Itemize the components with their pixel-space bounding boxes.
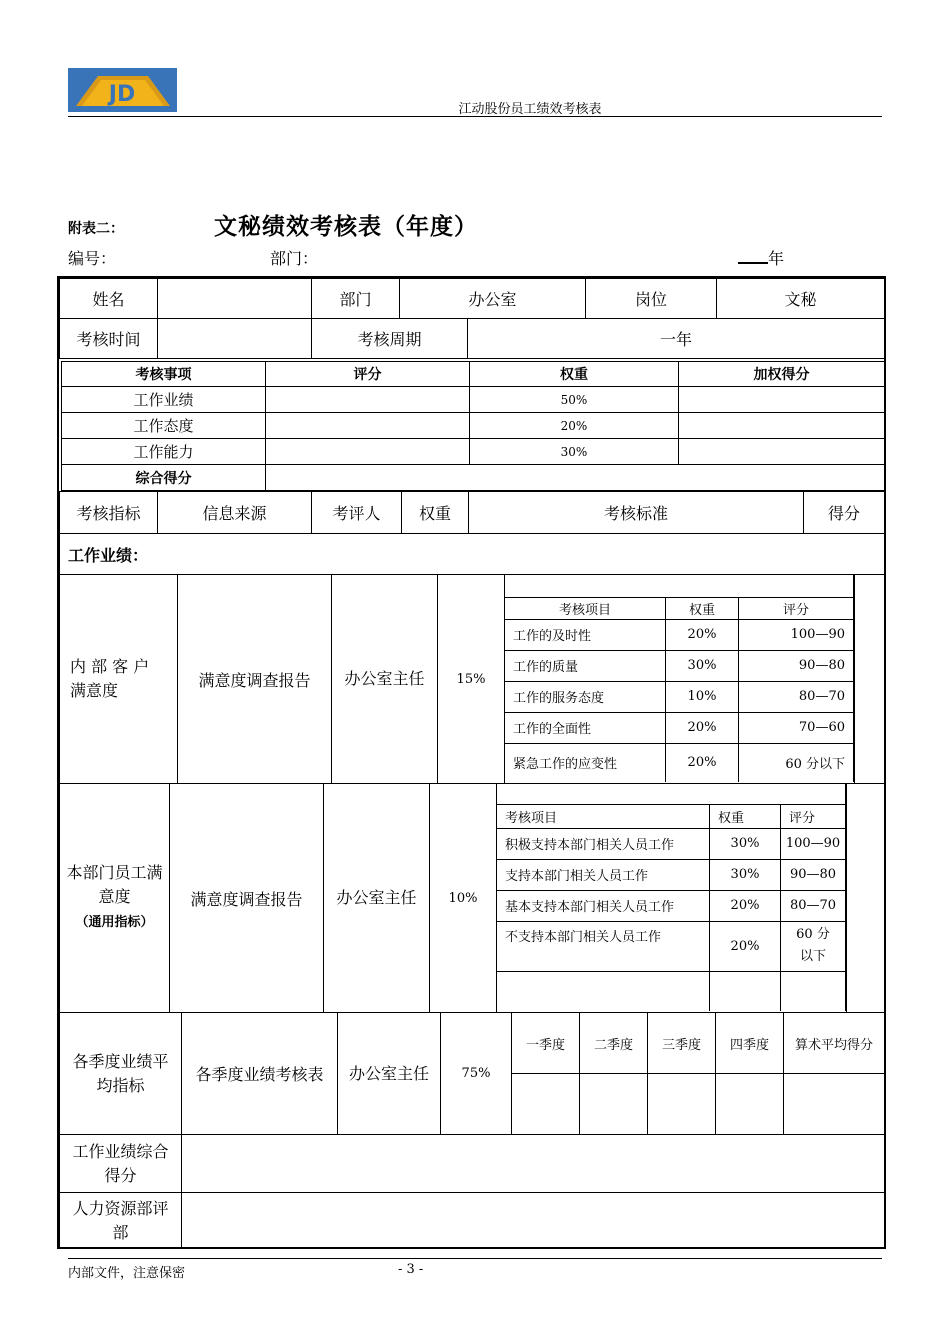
source-dept: 满意度调查报告 <box>170 784 324 1013</box>
detail-row-dept <box>59 783 885 1013</box>
std-weight: 30% <box>710 859 781 890</box>
std-header-item: 考核项目 <box>497 804 710 828</box>
standard-dept <box>497 784 847 1013</box>
indicator-dept-note: （通用指标） <box>75 915 154 930</box>
summary-table <box>61 361 885 491</box>
std-score: 100—90 <box>739 619 854 650</box>
summary-weighted-input[interactable] <box>679 387 885 413</box>
std-header-weight: 权重 <box>710 804 781 828</box>
quarter-2-input[interactable] <box>580 1074 648 1135</box>
summary-weighted-input[interactable] <box>679 439 885 465</box>
hr-comment-input[interactable] <box>182 1193 885 1249</box>
quarter-1-input[interactable] <box>512 1074 580 1135</box>
std-weight: 20% <box>710 921 781 971</box>
summary-header-item: 考核事项 <box>62 362 266 387</box>
detail-row-internal <box>59 574 885 784</box>
std-header-weight: 权重 <box>666 597 739 619</box>
summary-header-weight: 权重 <box>470 362 679 387</box>
standard-internal <box>505 575 855 784</box>
std-weight: 20% <box>666 712 739 743</box>
std-score: 70—60 <box>739 712 854 743</box>
number-label: 编号： <box>68 249 117 268</box>
summary-weight: 20% <box>470 413 679 439</box>
rater-quarterly: 办公室主任 <box>338 1013 441 1135</box>
weight-dept: 10% <box>430 784 497 1013</box>
std-item: 支持本部门相关人员工作 <box>497 859 710 890</box>
hr-comment-label: 人力资源部评部 <box>60 1193 182 1249</box>
time-label: 考核时间 <box>60 319 158 359</box>
quarter-3-input[interactable] <box>648 1074 716 1135</box>
std-score: 100—90 <box>781 828 846 859</box>
indicator-dept-label: 本部门员工满意度 <box>66 863 163 906</box>
time-table <box>59 318 885 359</box>
source-quarterly: 各季度业绩考核表 <box>182 1013 338 1135</box>
name-input[interactable] <box>158 279 312 319</box>
header-title: 江动股份员工绩效考核表 <box>458 102 602 117</box>
average-score-label: 算术平均得分 <box>784 1013 885 1074</box>
std-header-item: 考核项目 <box>505 597 666 619</box>
std-score: 60 分以下 <box>739 743 854 782</box>
std-score: 90—80 <box>781 859 846 890</box>
post-label: 岗位 <box>586 279 717 319</box>
std-header-score: 评分 <box>781 804 846 828</box>
std-weight: 20% <box>666 743 739 782</box>
std-weight: 20% <box>710 890 781 921</box>
year-field[interactable] <box>738 246 784 269</box>
rater-internal: 办公室主任 <box>332 575 438 784</box>
std-item: 紧急工作的应变性 <box>505 743 666 782</box>
quarter-4-label: 四季度 <box>716 1013 784 1074</box>
weight-quarterly: 75% <box>441 1013 512 1135</box>
std-header-score: 评分 <box>739 597 854 619</box>
summary-weighted-input[interactable] <box>679 413 885 439</box>
detail-header-source: 信息来源 <box>158 492 312 534</box>
department-label: 部门： <box>270 249 319 268</box>
detail-header-standard: 考核标准 <box>469 492 804 534</box>
standard-table-internal <box>505 575 854 782</box>
summary-total-label: 综合得分 <box>62 465 266 491</box>
std-item: 积极支持本部门相关人员工作 <box>497 828 710 859</box>
page-number: - 3 - <box>398 1262 424 1277</box>
standard-table-dept <box>497 784 846 1011</box>
detail-header-indicator: 考核指标 <box>60 492 158 534</box>
footer-rule <box>68 1258 882 1259</box>
quarter-1-label: 一季度 <box>512 1013 580 1074</box>
std-item: 工作的质量 <box>505 650 666 681</box>
dept-label: 部门 <box>312 279 400 319</box>
detail-row-quarterly <box>59 1012 885 1135</box>
std-score: 90—80 <box>739 650 854 681</box>
indicator-quarterly: 各季度业绩平均指标 <box>60 1013 182 1135</box>
weight-internal: 15% <box>438 575 505 784</box>
std-item: 工作的全面性 <box>505 712 666 743</box>
bottom-table <box>59 1134 885 1249</box>
section-label: 工作业绩： <box>60 534 885 575</box>
post-value: 文秘 <box>717 279 885 319</box>
summary-weight: 30% <box>470 439 679 465</box>
std-item: 工作的及时性 <box>505 619 666 650</box>
summary-header-score: 评分 <box>266 362 470 387</box>
perf-total-label: 工作业绩综合得分 <box>60 1135 182 1193</box>
header-rule <box>68 116 882 117</box>
std-item: 不支持本部门相关人员工作 <box>497 921 710 971</box>
detail-header-score: 得分 <box>804 492 885 534</box>
detail-header-rater: 考评人 <box>312 492 402 534</box>
std-score: 80—70 <box>739 681 854 712</box>
std-weight: 30% <box>710 828 781 859</box>
cycle-value: 一年 <box>468 319 885 359</box>
score-input-dept[interactable] <box>847 784 885 1013</box>
std-item: 工作的服务态度 <box>505 681 666 712</box>
annex-label: 附表二： <box>68 221 124 237</box>
std-item: 基本支持本部门相关人员工作 <box>497 890 710 921</box>
quarter-2-label: 二季度 <box>580 1013 648 1074</box>
summary-item: 工作态度 <box>62 413 266 439</box>
std-score: 60 分以下 <box>781 921 846 971</box>
indicator-internal: 内 部 客 户 满意度 <box>60 575 178 784</box>
info-table <box>59 278 885 319</box>
summary-header-weighted: 加权得分 <box>679 362 885 387</box>
quarter-4-input[interactable] <box>716 1074 784 1135</box>
average-score-input[interactable] <box>784 1074 885 1135</box>
std-weight: 10% <box>666 681 739 712</box>
company-logo <box>68 68 177 112</box>
cycle-label: 考核周期 <box>312 319 468 359</box>
footer-confidential: 内部文件，注意保密 <box>68 1266 186 1281</box>
year-suffix: 年 <box>768 249 785 268</box>
page-title: 文秘绩效考核表（年度） <box>214 213 478 240</box>
year-blank[interactable] <box>738 248 768 264</box>
rater-dept: 办公室主任 <box>324 784 430 1013</box>
summary-item: 工作业绩 <box>62 387 266 413</box>
summary-item: 工作能力 <box>62 439 266 465</box>
std-score: 80—70 <box>781 890 846 921</box>
logo-text: JD <box>108 82 136 107</box>
summary-weight: 50% <box>470 387 679 413</box>
name-label: 姓名 <box>60 279 158 319</box>
detail-header-table <box>59 491 885 575</box>
score-input-internal[interactable] <box>855 575 885 784</box>
detail-header-weight: 权重 <box>402 492 469 534</box>
summary-score-input[interactable] <box>266 439 470 465</box>
source-internal: 满意度调查报告 <box>178 575 332 784</box>
summary-total-input[interactable] <box>266 465 885 491</box>
summary-score-input[interactable] <box>266 387 470 413</box>
time-input[interactable] <box>158 319 312 359</box>
quarter-3-label: 三季度 <box>648 1013 716 1074</box>
indicator-dept <box>60 784 170 1013</box>
std-weight: 30% <box>666 650 739 681</box>
summary-score-input[interactable] <box>266 413 470 439</box>
perf-total-input[interactable] <box>182 1135 885 1193</box>
std-weight: 20% <box>666 619 739 650</box>
dept-value: 办公室 <box>400 279 586 319</box>
